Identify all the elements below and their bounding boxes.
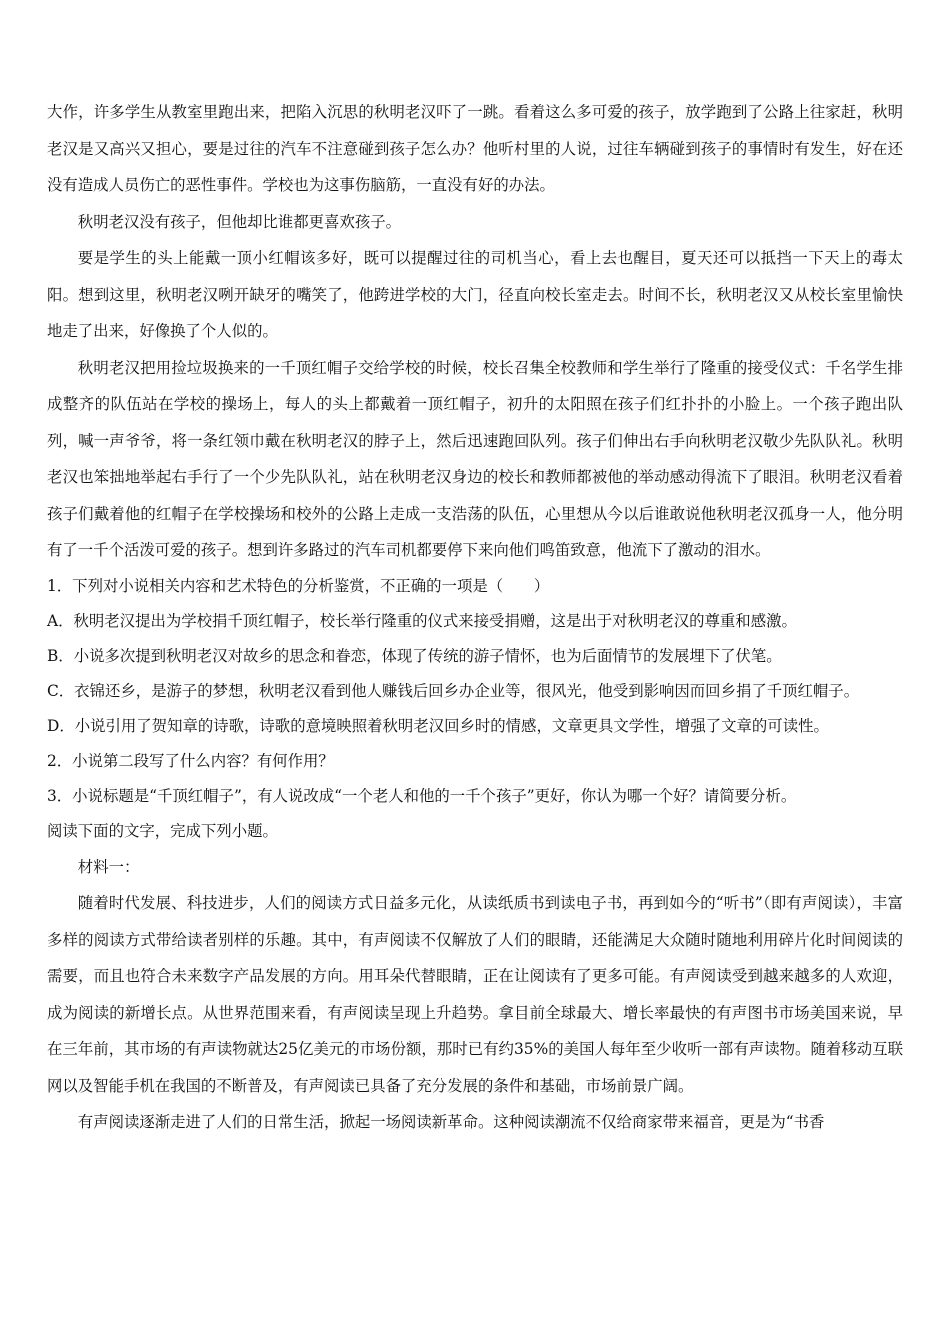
material-paragraph-1: 随着时代发展、科技进步，人们的阅读方式日益多元化，从读纸质书到读电子书，再到如今的“听书”（即有声阅读），丰富多样的阅读方式带给读者别样的乐趣。其中，有声阅读不仅解放了人们的眼睛，还能满足大众随时随地利用碎片化时间阅读的需要，而且也符合未来数字产品发展的方向。用耳朵代替眼睛，正在让阅读有了更多可能。有声阅读受到越来越多的人欢迎，成为阅读的新增长点。从世界范围来看，有声阅读呈现上升趋势。拿目前全球最大、增长率最快的有声图书市场美国来说，早在三年前，其市场的有声读物就达25亿美元的市场份额，那时已有约35%的美国人每年至少收听一部有声读物。随着移动互联网以及智能手机在我国的不断普及，有声阅读已具备了充分发展的条件和基础，市场前景广阔。	[47, 894, 903, 1095]
question-3: 3．小说标题是“千顶红帽子”，有人说改成“一个老人和他的一千个孩子”更好，你认为哪一个好？请简要分析。	[47, 786, 797, 805]
question-1: 1．下列对小说相关内容和艺术特色的分析鉴赏，不正确的一项是（ ）	[47, 576, 550, 595]
question-1-option-b: B．小说多次提到秋明老汉对故乡的思念和眷恋，体现了传统的游子情怀，也为后面情节的发展埋下了伏笔。	[47, 646, 782, 665]
reading-instruction: 阅读下面的文字，完成下列小题。	[47, 821, 278, 840]
story-paragraph-3: 要是学生的头上能戴一顶小红帽该多好，既可以提醒过往的司机当心，看上去也醒目，夏天还可以抵挡一下天上的毒太阳。想到这里，秋明老汉咧开缺牙的嘴笑了，他跨进学校的大门，径直向校长室走去。时间不长，秋明老汉又从校长室里愉快地走了出来，好像换了个人似的。	[47, 249, 903, 340]
document-page	[47, 94, 903, 1141]
material-paragraph-2: 有声阅读逐渐走进了人们的日常生活，掀起一场阅读新革命。这种阅读潮流不仅给商家带来福音，更是为“书香	[77, 1113, 825, 1131]
question-1-option-c: C．衣锦还乡，是游子的梦想，秋明老汉看到他人赚钱后回乡办企业等，很风光，他受到影响因而回乡捐了千顶红帽子。	[47, 681, 860, 700]
question-2: 2．小说第二段写了什么内容？有何作用？	[47, 751, 334, 770]
story-paragraph-1: 大作，许多学生从教室里跑出来，把陷入沉思的秋明老汉吓了一跳。看着这么多可爱的孩子，放学跑到了公路上往家赶，秋明老汉是又高兴又担心，要是过往的汽车不注意碰到孩子怎么办？他听村里的人说，过往车辆碰到孩子的事情时有发生，好在还没有造成人员伤亡的恶性事件。学校也为这事伤脑筋，一直没有好的办法。	[47, 103, 903, 194]
story-paragraph-4: 秋明老汉把用捡垃圾换来的一千顶红帽子交给学校的时候，校长召集全校教师和学生举行了隆重的接受仪式：千名学生排成整齐的队伍站在学校的操场上，每人的头上都戴着一顶红帽子，初升的太阳照在孩子们红扑扑的小脸上。一个孩子跑出队列，喊一声爷爷，将一条红领巾戴在秋明老汉的脖子上，然后迅速跑回队列。孩子们伸出右手向秋明老汉敬少先队队礼。秋明老汉也笨拙地举起右手行了一个少先队队礼，站在秋明老汉身边的校长和教师都被他的举动感动得流下了眼泪。秋明老汉看着孩子们戴着他的红帽子在学校操场和校外的公路上走成一支浩荡的队伍，心里想从今以后谁敢说他秋明老汉孤身一人，他分明有了一千个活泼可爱的孩子。想到许多路过的汽车司机都要停下来向他们鸣笛致意，他流下了激动的泪水。	[47, 358, 903, 559]
question-1-option-d: D．小说引用了贺知章的诗歌，诗歌的意境映照着秋明老汉回乡时的情感，文章更具文学性，增强了文章的可读性。	[47, 716, 829, 735]
material-heading: 材料一：	[77, 857, 140, 876]
question-1-option-a: A．秋明老汉提出为学校捐千顶红帽子，校长举行隆重的仪式来接受捐赠，这是出于对秋明老汉的尊重和感激。	[47, 611, 797, 630]
story-paragraph-2: 秋明老汉没有孩子，但他却比谁都更喜欢孩子。	[77, 212, 402, 231]
